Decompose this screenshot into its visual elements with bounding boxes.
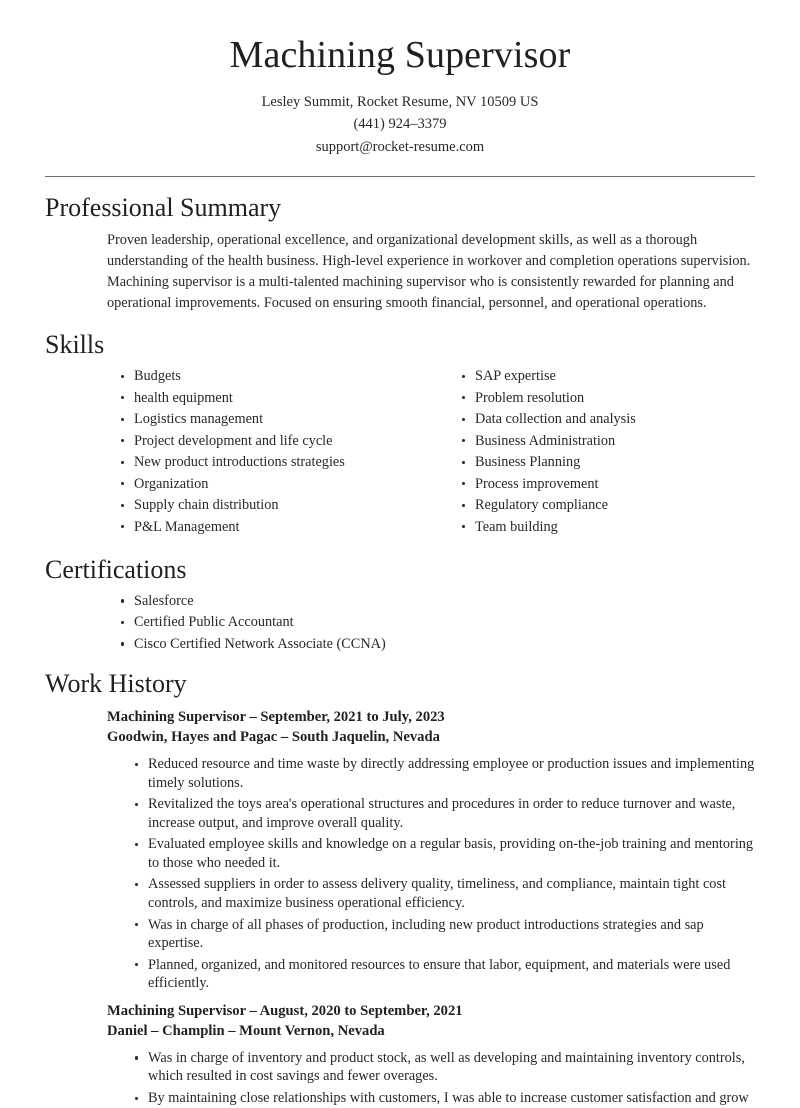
list-item: Project development and life cycle	[121, 432, 431, 450]
list-item: Salesforce	[121, 592, 755, 610]
list-item: Certified Public Accountant	[121, 613, 755, 631]
section-certifications	[45, 555, 755, 653]
job-title-and-dates: Machining Supervisor – August, 2020 to September, 2021	[107, 1002, 463, 1019]
certifications-list	[107, 592, 755, 653]
list-item: Assessed suppliers in order to assess delivery quality, timeliness, and compliance, maintain tight cost controls, and maximize business operational efficiency.	[135, 875, 755, 912]
list-item: Logistics management	[121, 410, 431, 428]
list-item: Was in charge of all phases of production, including new product introductions strategies and sap expertise.	[135, 916, 755, 953]
section-title-work-history: Work History	[45, 669, 187, 699]
contact-address: Lesley Summit, Rocket Resume, NV 10509 US	[261, 93, 539, 110]
contact-email: support@rocket-resume.com	[315, 139, 485, 156]
job-company-and-location: Goodwin, Hayes and Pagac – South Jaquelin, Nevada	[107, 729, 440, 746]
section-skills	[45, 330, 755, 539]
list-item: Revitalized the toys area's operational structures and procedures in order to reduce turnover and waste, increase output, and improve overall quality.	[135, 795, 755, 832]
section-professional-summary	[45, 193, 755, 314]
summary-paragraph: Proven leadership, operational excellence, and organizational development skills, as well as a thorough understanding of the health business. High-level experience in workover and completion operations supervision. Machining supervisor is a multi-talented machining supervisor who is consistently rewarded for planning and operational improvements. Focused on ensuring smooth financial, personnel, and operational operations.	[107, 232, 751, 312]
job-company-and-location: Daniel – Champlin – Mount Vernon, Nevada	[107, 1022, 385, 1039]
work-history-entry-1	[45, 708, 755, 993]
list-item: Business Administration	[462, 432, 755, 450]
skills-columns	[45, 367, 755, 539]
job-responsibilities	[107, 755, 755, 993]
list-item: Problem resolution	[462, 389, 755, 407]
skills-column-left	[107, 367, 431, 539]
summary-body	[45, 230, 755, 314]
work-history-entry-2	[45, 1002, 755, 1108]
job-bullet-list	[121, 1049, 755, 1108]
list-item: Cisco Certified Network Associate (CCNA)	[121, 635, 755, 653]
job-title-and-dates: Machining Supervisor – September, 2021 to July, 2023	[107, 709, 445, 726]
list-item: P&L Management	[121, 518, 431, 536]
section-work-history	[45, 669, 755, 1108]
list-item: Was in charge of inventory and product stock, as well as developing and maintaining inventory controls, which resulted in cost savings and fewer overages.	[135, 1049, 755, 1086]
certifications-body	[45, 592, 755, 653]
job-bullet-list	[121, 755, 755, 993]
job-responsibilities	[107, 1049, 755, 1108]
list-item: Business Planning	[462, 453, 755, 471]
list-item: Data collection and analysis	[462, 410, 755, 428]
list-item: Process improvement	[462, 475, 755, 493]
section-title-certifications: Certifications	[45, 554, 187, 584]
list-item: Supply chain distribution	[121, 496, 431, 514]
list-item: Budgets	[121, 367, 431, 385]
list-item: Planned, organized, and monitored resources to ensure that labor, equipment, and materials were used efficiently.	[135, 956, 755, 993]
header-divider	[45, 176, 755, 177]
list-item: health equipment	[121, 389, 431, 407]
list-item: Organization	[121, 475, 431, 493]
resume-header	[45, 0, 755, 177]
list-item: SAP expertise	[462, 367, 755, 385]
skills-column-right	[431, 367, 755, 539]
contact-phone: (441) 924–3379	[353, 116, 447, 133]
list-item: Regulatory compliance	[462, 496, 755, 514]
section-title-skills: Skills	[45, 330, 105, 360]
skills-list-right	[448, 367, 755, 536]
list-item: Evaluated employee skills and knowledge on a regular basis, providing on-the-job training and mentoring to those who needed it.	[135, 835, 755, 872]
list-item: By maintaining close relationships with customers, I was able to increase customer satisfaction and grow	[135, 1089, 755, 1108]
section-title-summary: Professional Summary	[45, 193, 282, 223]
candidate-name: Machining Supervisor	[229, 34, 571, 76]
skills-list-left	[107, 367, 431, 536]
list-item: New product introductions strategies	[121, 453, 431, 471]
list-item: Reduced resource and time waste by directly addressing employee or production issues and implementing timely solutions.	[135, 755, 755, 792]
list-item: Team building	[462, 518, 755, 536]
